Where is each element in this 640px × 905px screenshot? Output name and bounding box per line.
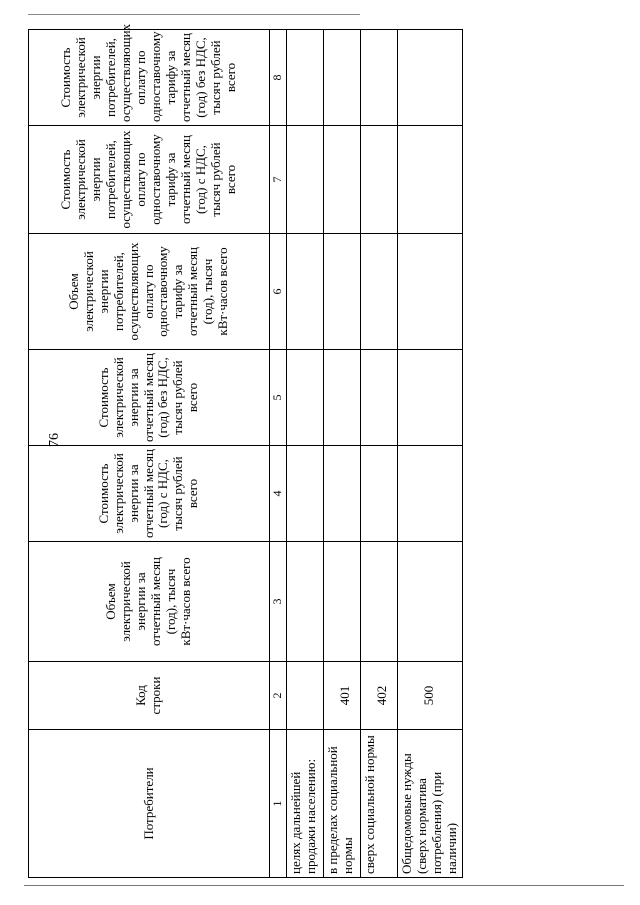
header-cell: Код строки (29, 662, 270, 730)
value-cell (287, 542, 324, 662)
value-cell (324, 350, 361, 446)
value-cell (287, 350, 324, 446)
value-cell (361, 542, 398, 662)
header-cell: Стоимость электрической энергии потребителей, осуществляющих оплату по одноставочному тарифу за отчетный месяц (год) с НДС, тысяч рублей всего (29, 126, 270, 234)
value-cell (361, 30, 398, 126)
code-value: 402 (373, 685, 389, 706)
table-row (287, 30, 324, 878)
consumer-cell: в пределах социальной нормы (324, 730, 361, 878)
code-cell (324, 662, 361, 730)
value-cell (398, 234, 463, 350)
table-row (398, 30, 463, 878)
value-cell (324, 446, 361, 542)
value-cell (324, 542, 361, 662)
header-cell: Стоимость электрической энергии за отчетный месяц (год) с НДС, тысяч рублей всего (29, 446, 270, 542)
value-cell (287, 30, 324, 126)
column-number: 8 (270, 30, 287, 126)
value-cell (361, 446, 398, 542)
value-cell (324, 126, 361, 234)
value-cell (398, 446, 463, 542)
consumer-cell: Общедомовые нужды (сверх норматива потребления) (при наличии) (398, 730, 463, 878)
value-cell (361, 126, 398, 234)
header-cell: Стоимость электрической энергии за отчетный месяц (год) без НДС, тысяч рублей всего (29, 350, 270, 446)
code-cell (287, 662, 324, 730)
value-cell (361, 234, 398, 350)
value-cell (287, 126, 324, 234)
column-number: 1 (270, 730, 287, 878)
rotated-table-container (28, 23, 459, 878)
code-value: 401 (336, 685, 352, 706)
bottom-rule (24, 885, 624, 886)
value-cell (324, 30, 361, 126)
header-cell: Объем электрической энергии за отчетный месяц (год), тысяч кВт·часов всего (29, 542, 270, 662)
column-number: 2 (270, 662, 287, 730)
top-rule (28, 14, 360, 15)
value-cell (398, 542, 463, 662)
value-cell (398, 350, 463, 446)
consumer-cell: сверх социальной нормы (361, 730, 398, 878)
code-cell (361, 662, 398, 730)
code-cell (398, 662, 463, 730)
header-cell: Стоимость электрической энергии потребителей, осуществляющих оплату по одноставочному тарифу за отчетный месяц (год) без НДС, тысяч рублей всего (29, 30, 270, 126)
value-cell (398, 30, 463, 126)
value-cell (361, 350, 398, 446)
value-cell (287, 234, 324, 350)
table-row (361, 30, 398, 878)
header-cell: Объем электрической энергии потребителей, осуществляющих оплату по одноставочному тарифу за отчетный месяц (год), тысяч кВт·часов всего (29, 234, 270, 350)
value-cell (287, 446, 324, 542)
column-number: 7 (270, 126, 287, 234)
column-number: 3 (270, 542, 287, 662)
value-cell (324, 234, 361, 350)
page-number: 76 (47, 433, 62, 447)
column-number: 6 (270, 234, 287, 350)
column-number-row (270, 30, 287, 878)
consumers-table (28, 23, 463, 878)
consumer-cell: целях дальнейшей продажи населению: (287, 730, 324, 878)
column-number: 4 (270, 446, 287, 542)
header-row (29, 30, 270, 878)
header-cell: Потребители (29, 730, 270, 878)
column-number: 5 (270, 350, 287, 446)
table-row (324, 30, 361, 878)
value-cell (398, 126, 463, 234)
code-value: 500 (421, 685, 437, 706)
